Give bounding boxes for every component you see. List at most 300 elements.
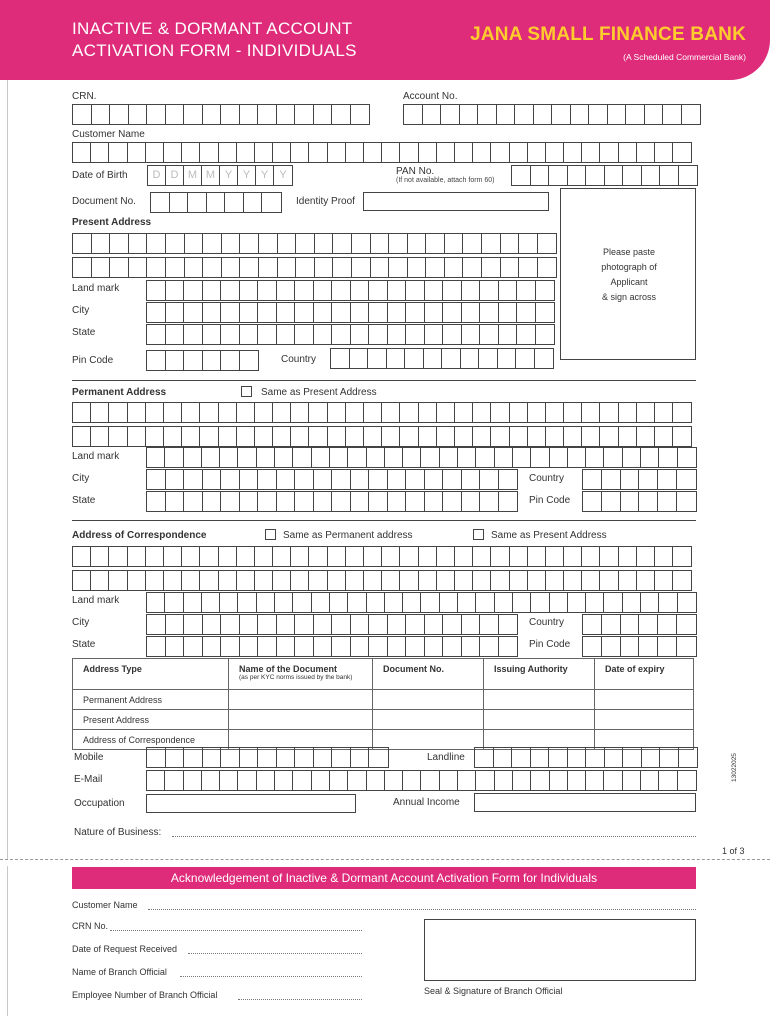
occupation-input[interactable] — [146, 794, 356, 813]
char-box[interactable] — [277, 748, 296, 767]
char-box[interactable] — [462, 470, 481, 489]
char-box[interactable] — [419, 427, 437, 446]
char-box[interactable] — [443, 281, 462, 300]
char-box[interactable] — [166, 351, 185, 370]
char-box[interactable] — [482, 258, 501, 277]
char-box[interactable] — [480, 470, 499, 489]
char-box[interactable] — [352, 258, 371, 277]
char-box[interactable] — [346, 547, 364, 566]
char-box[interactable] — [513, 771, 531, 790]
permanent-pin-input[interactable] — [582, 491, 697, 512]
char-box[interactable] — [528, 571, 546, 590]
char-box[interactable] — [682, 105, 701, 124]
correspondence-line2[interactable] — [72, 570, 692, 591]
char-box[interactable] — [528, 547, 546, 566]
char-box[interactable] — [619, 427, 637, 446]
char-box[interactable] — [91, 571, 109, 590]
char-box[interactable] — [332, 105, 351, 124]
char-box[interactable] — [367, 448, 385, 467]
char-box[interactable] — [255, 571, 273, 590]
char-box[interactable] — [619, 571, 637, 590]
char-box[interactable] — [462, 492, 481, 511]
char-box[interactable] — [442, 349, 461, 368]
mobile-input[interactable] — [146, 747, 389, 768]
char-box[interactable] — [400, 427, 418, 446]
char-box[interactable] — [258, 105, 277, 124]
char-box[interactable] — [314, 470, 333, 489]
char-box[interactable] — [164, 571, 182, 590]
char-box[interactable] — [166, 615, 185, 634]
char-box[interactable] — [637, 427, 655, 446]
char-box[interactable] — [314, 303, 333, 322]
char-box[interactable] — [164, 403, 182, 422]
char-box[interactable] — [184, 615, 203, 634]
char-box[interactable] — [388, 281, 407, 300]
char-box[interactable] — [637, 143, 655, 162]
char-box[interactable] — [369, 615, 388, 634]
char-box[interactable] — [277, 470, 296, 489]
char-box[interactable] — [678, 593, 696, 612]
char-box[interactable] — [291, 547, 309, 566]
char-box[interactable] — [259, 258, 278, 277]
table-cell[interactable] — [595, 710, 694, 730]
char-box[interactable] — [109, 403, 127, 422]
char-box[interactable] — [165, 593, 183, 612]
char-box[interactable] — [147, 325, 166, 344]
char-box[interactable] — [309, 427, 327, 446]
char-box[interactable] — [406, 492, 425, 511]
char-box[interactable] — [203, 470, 222, 489]
char-box[interactable] — [296, 258, 315, 277]
char-box[interactable] — [147, 281, 166, 300]
table-cell[interactable] — [595, 690, 694, 710]
char-box[interactable] — [536, 325, 555, 344]
char-box[interactable] — [203, 303, 222, 322]
char-box[interactable] — [382, 547, 400, 566]
char-box[interactable] — [677, 637, 696, 656]
char-box[interactable] — [367, 593, 385, 612]
char-box[interactable] — [237, 403, 255, 422]
char-box[interactable] — [564, 403, 582, 422]
char-box[interactable] — [655, 403, 673, 422]
char-box[interactable] — [425, 492, 444, 511]
char-box[interactable] — [538, 234, 557, 253]
char-box[interactable] — [350, 349, 369, 368]
char-box[interactable] — [658, 637, 677, 656]
char-box[interactable] — [219, 547, 237, 566]
char-box[interactable] — [534, 105, 553, 124]
char-box[interactable] — [221, 470, 240, 489]
char-box[interactable] — [275, 593, 293, 612]
char-box[interactable] — [512, 748, 531, 767]
char-box[interactable] — [184, 470, 203, 489]
char-box[interactable] — [478, 105, 497, 124]
ack-branch-official-line[interactable] — [180, 976, 362, 977]
char-box[interactable] — [170, 193, 189, 212]
char-box[interactable] — [109, 427, 127, 446]
char-box[interactable] — [371, 258, 390, 277]
char-box[interactable] — [600, 403, 618, 422]
char-box[interactable] — [499, 325, 518, 344]
char-box[interactable] — [440, 448, 458, 467]
char-box[interactable] — [571, 105, 590, 124]
char-box[interactable] — [406, 470, 425, 489]
char-box[interactable] — [203, 281, 222, 300]
dob-digit-box[interactable]: Y — [238, 166, 256, 185]
char-box[interactable] — [495, 448, 513, 467]
char-box[interactable] — [257, 593, 275, 612]
char-box[interactable] — [498, 349, 517, 368]
char-box[interactable] — [240, 748, 259, 767]
char-box[interactable] — [546, 547, 564, 566]
char-box[interactable] — [382, 143, 400, 162]
char-box[interactable] — [583, 492, 602, 511]
char-box[interactable] — [182, 547, 200, 566]
table-cell[interactable] — [373, 690, 484, 710]
corr-same-as-present-checkbox[interactable] — [473, 529, 484, 540]
char-box[interactable] — [425, 615, 444, 634]
char-box[interactable] — [203, 637, 222, 656]
char-box[interactable] — [564, 427, 582, 446]
char-box[interactable] — [462, 325, 481, 344]
char-box[interactable] — [237, 143, 255, 162]
char-box[interactable] — [655, 427, 673, 446]
char-box[interactable] — [473, 143, 491, 162]
char-box[interactable] — [582, 427, 600, 446]
char-box[interactable] — [92, 105, 111, 124]
char-box[interactable] — [437, 571, 455, 590]
char-box[interactable] — [494, 748, 513, 767]
char-box[interactable] — [677, 492, 696, 511]
char-box[interactable] — [480, 615, 499, 634]
char-box[interactable] — [463, 234, 482, 253]
char-box[interactable] — [184, 637, 203, 656]
char-box[interactable] — [369, 325, 388, 344]
char-box[interactable] — [510, 547, 528, 566]
char-box[interactable] — [166, 470, 185, 489]
char-box[interactable] — [255, 547, 273, 566]
char-box[interactable] — [220, 593, 238, 612]
char-box[interactable] — [166, 105, 185, 124]
char-box[interactable] — [517, 303, 536, 322]
char-box[interactable] — [403, 771, 421, 790]
char-box[interactable] — [406, 281, 425, 300]
char-box[interactable] — [491, 143, 509, 162]
char-box[interactable] — [273, 571, 291, 590]
char-box[interactable] — [240, 615, 259, 634]
char-box[interactable] — [440, 593, 458, 612]
char-box[interactable] — [608, 105, 627, 124]
dob-digit-box[interactable]: D — [166, 166, 184, 185]
char-box[interactable] — [109, 547, 127, 566]
char-box[interactable] — [293, 448, 311, 467]
char-box[interactable] — [445, 258, 464, 277]
char-box[interactable] — [641, 771, 659, 790]
char-box[interactable] — [240, 281, 259, 300]
char-box[interactable] — [426, 258, 445, 277]
char-box[interactable] — [659, 771, 677, 790]
char-box[interactable] — [425, 281, 444, 300]
char-box[interactable] — [364, 547, 382, 566]
char-box[interactable] — [259, 234, 278, 253]
char-box[interactable] — [660, 748, 679, 767]
char-box[interactable] — [92, 258, 111, 277]
char-box[interactable] — [364, 143, 382, 162]
char-box[interactable] — [462, 281, 481, 300]
char-box[interactable] — [461, 349, 480, 368]
char-box[interactable] — [443, 470, 462, 489]
char-box[interactable] — [364, 571, 382, 590]
char-box[interactable] — [421, 593, 439, 612]
char-box[interactable] — [491, 571, 509, 590]
char-box[interactable] — [604, 771, 622, 790]
char-box[interactable] — [166, 492, 185, 511]
char-box[interactable] — [602, 492, 621, 511]
document-no-input[interactable] — [150, 192, 282, 213]
char-box[interactable] — [277, 303, 296, 322]
char-box[interactable] — [512, 166, 531, 185]
char-box[interactable] — [659, 448, 677, 467]
char-box[interactable] — [568, 593, 586, 612]
char-box[interactable] — [531, 166, 550, 185]
char-box[interactable] — [314, 637, 333, 656]
char-box[interactable] — [295, 492, 314, 511]
char-box[interactable] — [499, 281, 518, 300]
char-box[interactable] — [673, 403, 691, 422]
char-box[interactable] — [146, 403, 164, 422]
char-box[interactable] — [219, 143, 237, 162]
char-box[interactable] — [546, 143, 564, 162]
char-box[interactable] — [295, 470, 314, 489]
char-box[interactable] — [255, 143, 273, 162]
char-box[interactable] — [314, 105, 333, 124]
char-box[interactable] — [184, 748, 203, 767]
char-box[interactable] — [240, 492, 259, 511]
permanent-city-input[interactable] — [146, 469, 518, 490]
char-box[interactable] — [184, 325, 203, 344]
char-box[interactable] — [546, 571, 564, 590]
permanent-address-line1[interactable] — [72, 402, 692, 423]
char-box[interactable] — [443, 615, 462, 634]
char-box[interactable] — [600, 427, 618, 446]
present-address-line2[interactable] — [72, 257, 557, 278]
char-box[interactable] — [425, 470, 444, 489]
char-box[interactable] — [406, 637, 425, 656]
char-box[interactable] — [367, 771, 385, 790]
char-box[interactable] — [240, 325, 259, 344]
char-box[interactable] — [240, 470, 259, 489]
char-box[interactable] — [476, 448, 494, 467]
char-box[interactable] — [200, 547, 218, 566]
char-box[interactable] — [165, 771, 183, 790]
char-box[interactable] — [240, 351, 259, 370]
char-box[interactable] — [182, 143, 200, 162]
char-box[interactable] — [147, 470, 166, 489]
char-box[interactable] — [619, 547, 637, 566]
char-box[interactable] — [312, 771, 330, 790]
char-box[interactable] — [473, 547, 491, 566]
char-box[interactable] — [200, 403, 218, 422]
char-box[interactable] — [400, 571, 418, 590]
char-box[interactable] — [462, 637, 481, 656]
char-box[interactable] — [639, 470, 658, 489]
char-box[interactable] — [312, 448, 330, 467]
char-box[interactable] — [92, 234, 111, 253]
char-box[interactable] — [458, 448, 476, 467]
char-box[interactable] — [240, 637, 259, 656]
char-box[interactable] — [473, 427, 491, 446]
char-box[interactable] — [550, 771, 568, 790]
char-box[interactable] — [517, 325, 536, 344]
char-box[interactable] — [621, 470, 640, 489]
char-box[interactable] — [528, 143, 546, 162]
char-box[interactable] — [221, 325, 240, 344]
char-box[interactable] — [677, 615, 696, 634]
char-box[interactable] — [332, 492, 351, 511]
char-box[interactable] — [510, 143, 528, 162]
char-box[interactable] — [203, 234, 222, 253]
char-box[interactable] — [501, 234, 520, 253]
char-box[interactable] — [258, 615, 277, 634]
char-box[interactable] — [369, 470, 388, 489]
char-box[interactable] — [73, 143, 91, 162]
char-box[interactable] — [600, 143, 618, 162]
char-box[interactable] — [147, 637, 166, 656]
char-box[interactable] — [583, 637, 602, 656]
char-box[interactable] — [455, 403, 473, 422]
char-box[interactable] — [200, 143, 218, 162]
char-box[interactable] — [404, 105, 423, 124]
char-box[interactable] — [257, 448, 275, 467]
char-box[interactable] — [519, 234, 538, 253]
char-box[interactable] — [147, 593, 165, 612]
char-box[interactable] — [476, 593, 494, 612]
char-box[interactable] — [437, 427, 455, 446]
char-box[interactable] — [147, 105, 166, 124]
char-box[interactable] — [531, 448, 549, 467]
char-box[interactable] — [351, 303, 370, 322]
table-cell[interactable] — [373, 710, 484, 730]
char-box[interactable] — [546, 427, 564, 446]
char-box[interactable] — [510, 571, 528, 590]
char-box[interactable] — [222, 234, 241, 253]
char-box[interactable] — [639, 615, 658, 634]
char-box[interactable] — [623, 771, 641, 790]
char-box[interactable] — [166, 258, 185, 277]
char-box[interactable] — [388, 615, 407, 634]
char-box[interactable] — [312, 593, 330, 612]
char-box[interactable] — [445, 234, 464, 253]
char-box[interactable] — [462, 615, 481, 634]
char-box[interactable] — [419, 403, 437, 422]
char-box[interactable] — [425, 303, 444, 322]
char-box[interactable] — [480, 492, 499, 511]
char-box[interactable] — [637, 547, 655, 566]
seal-signature-box[interactable] — [424, 919, 696, 981]
char-box[interactable] — [291, 143, 309, 162]
char-box[interactable] — [369, 303, 388, 322]
char-box[interactable] — [605, 748, 624, 767]
char-box[interactable] — [258, 325, 277, 344]
char-box[interactable] — [219, 571, 237, 590]
char-box[interactable] — [328, 427, 346, 446]
char-box[interactable] — [600, 547, 618, 566]
char-box[interactable] — [389, 258, 408, 277]
char-box[interactable] — [330, 771, 348, 790]
char-box[interactable] — [406, 615, 425, 634]
char-box[interactable] — [406, 303, 425, 322]
char-box[interactable] — [658, 470, 677, 489]
char-box[interactable] — [351, 748, 370, 767]
char-box[interactable] — [109, 143, 127, 162]
char-box[interactable] — [600, 571, 618, 590]
char-box[interactable] — [499, 637, 518, 656]
char-box[interactable] — [441, 105, 460, 124]
char-box[interactable] — [296, 234, 315, 253]
char-box[interactable] — [421, 771, 439, 790]
char-box[interactable] — [673, 547, 691, 566]
char-box[interactable] — [207, 193, 226, 212]
char-box[interactable] — [309, 143, 327, 162]
present-country-input[interactable] — [330, 348, 554, 369]
nature-of-business-line[interactable] — [172, 836, 696, 837]
char-box[interactable] — [495, 593, 513, 612]
dob-digit-box[interactable]: Y — [256, 166, 274, 185]
char-box[interactable] — [332, 637, 351, 656]
char-box[interactable] — [658, 615, 677, 634]
char-box[interactable] — [291, 427, 309, 446]
char-box[interactable] — [501, 258, 520, 277]
char-box[interactable] — [663, 105, 682, 124]
char-box[interactable] — [332, 615, 351, 634]
char-box[interactable] — [462, 303, 481, 322]
char-box[interactable] — [499, 470, 518, 489]
char-box[interactable] — [240, 258, 259, 277]
same-as-permanent-checkbox[interactable] — [265, 529, 276, 540]
char-box[interactable] — [388, 325, 407, 344]
char-box[interactable] — [188, 193, 207, 212]
char-box[interactable] — [582, 143, 600, 162]
char-box[interactable] — [538, 258, 557, 277]
dob-digit-box[interactable]: Y — [220, 166, 238, 185]
char-box[interactable] — [549, 748, 568, 767]
char-box[interactable] — [128, 143, 146, 162]
char-box[interactable] — [400, 403, 418, 422]
char-box[interactable] — [515, 105, 534, 124]
char-box[interactable] — [482, 234, 501, 253]
char-box[interactable] — [351, 492, 370, 511]
char-box[interactable] — [166, 748, 185, 767]
char-box[interactable] — [677, 470, 696, 489]
char-box[interactable] — [273, 143, 291, 162]
char-box[interactable] — [258, 303, 277, 322]
char-box[interactable] — [455, 427, 473, 446]
annual-income-input[interactable] — [474, 793, 696, 812]
char-box[interactable] — [388, 492, 407, 511]
char-box[interactable] — [184, 593, 202, 612]
char-box[interactable] — [203, 351, 222, 370]
char-box[interactable] — [425, 637, 444, 656]
char-box[interactable] — [203, 105, 222, 124]
char-box[interactable] — [536, 281, 555, 300]
char-box[interactable] — [146, 427, 164, 446]
char-box[interactable] — [262, 193, 281, 212]
char-box[interactable] — [220, 448, 238, 467]
char-box[interactable] — [184, 105, 203, 124]
char-box[interactable] — [423, 105, 442, 124]
char-box[interactable] — [536, 303, 555, 322]
char-box[interactable] — [351, 325, 370, 344]
